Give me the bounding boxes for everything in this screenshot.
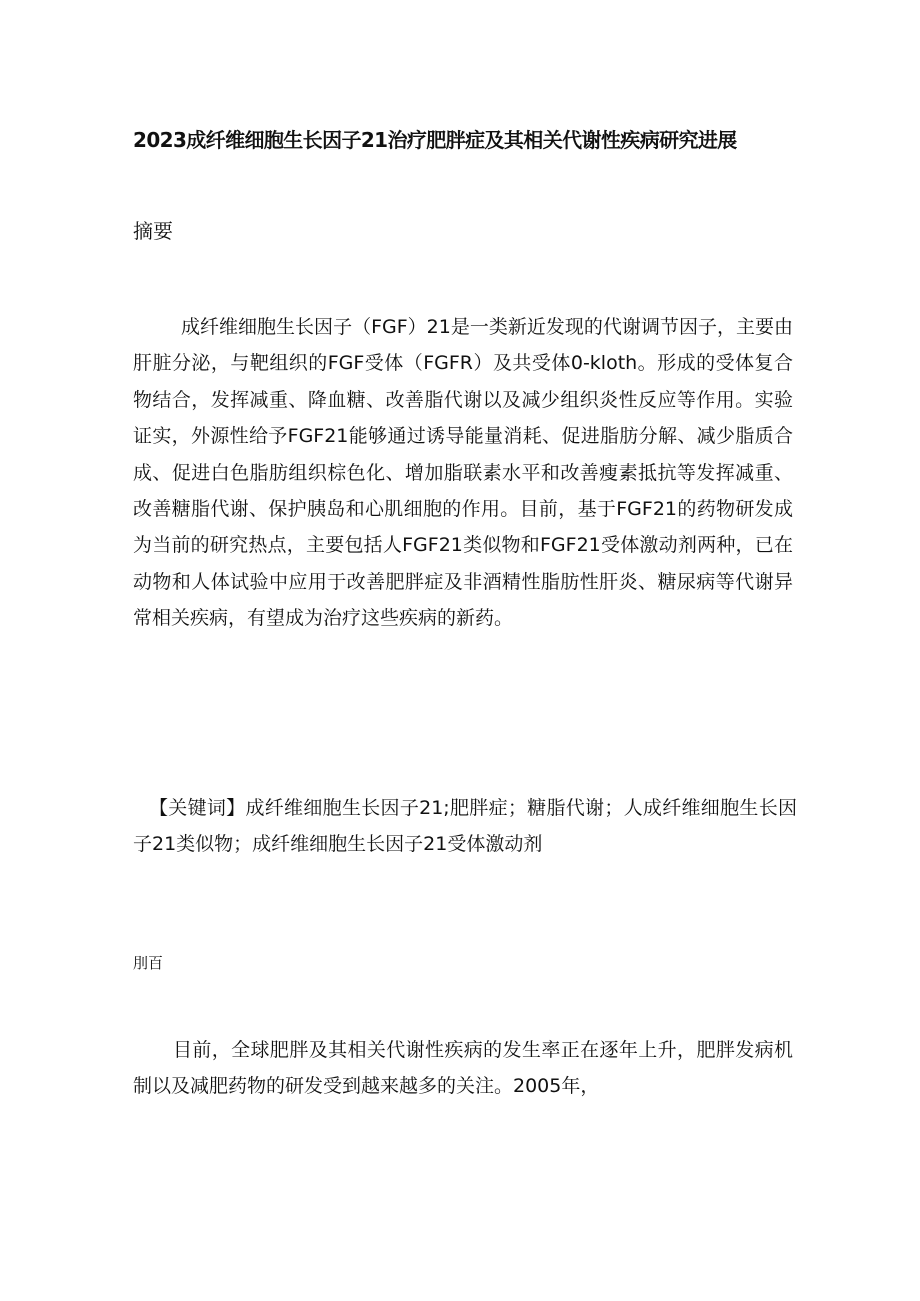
intro-paragraph: 目前，全球肥胖及其相关代谢性疾病的发生率正在逐年上升，肥胖发病机制以及减肥药物的研发受到越来越多的关注。2005年，	[133, 1039, 793, 1098]
document-title: 2023成纤维细胞生长因子21治疗肥胖症及其相关代谢性疾病研究进展	[133, 128, 737, 152]
abstract-heading: 摘要	[133, 219, 173, 243]
keywords-paragraph: 【关键词】成纤维细胞生长因子21;肥胖症；糖脂代谢；人成纤维细胞生长因子21类似物；成纤维细胞生长因子21受体激动剂	[133, 797, 797, 856]
abstract-paragraph: 成纤维细胞生长因子（FGF）21是一类新近发现的代谢调节因子，主要由肝脏分泌，与靶组织的FGF受体（FGFR）及共受体0-kloth。形成的受体复合物结合，发挥减重、降血糖、改善脂代谢以及减少组织炎性反应等作用。实验证实，外源性给予FGF21能够通过诱导能量消耗、促进脂肪分解、减少脂质合成、促进白色脂肪组织棕色化、增加脂联素水平和改善瘦素抵抗等发挥减重、改善糖脂代谢、保护胰岛和心肌细胞的作用。目前，基于FGF21的药物研发成为当前的研究热点，主要包括人FGF21类似物和FGF21受体激动剂两种，已在动物和人体试验中应用于改善肥胖症及非酒精性脂肪性肝炎、糖尿病等代谢异常相关疾病，有望成为治疗这些疾病的新药。	[133, 316, 793, 630]
intro-heading: 刖百	[133, 954, 164, 972]
